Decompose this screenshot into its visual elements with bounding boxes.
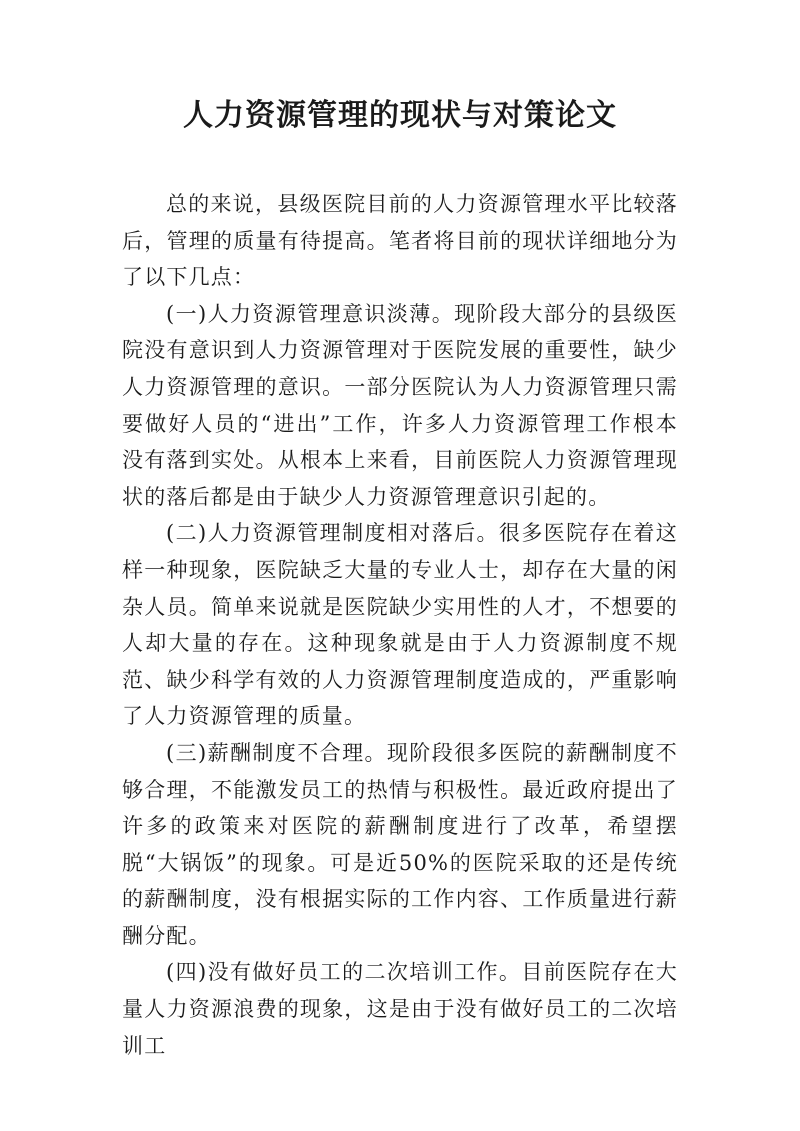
paragraph-intro: 总的来说，县级医院目前的人力资源管理水平比较落后，管理的质量有待提高。笔者将目前的现状详细地分为了以下几点： — [122, 192, 678, 290]
paragraph-point-2: (二)人力资源管理制度相对落后。很多医院存在着这样一种现象，医院缺乏大量的专业人士，却存在大量的闲杂人员。简单来说就是医院缺少实用性的人才，不想要的人却大量的存在。这种现象就是由于人力资源制度不规范、缺少科学有效的人力资源管理制度造成的，严重影响了人力资源管理的质量。 — [122, 521, 678, 729]
document-body — [122, 186, 678, 1064]
paragraph-point-3: (三)薪酬制度不合理。现阶段很多医院的薪酬制度不够合理，不能激发员工的热情与积极性。最近政府提出了许多的政策来对医院的薪酬制度进行了改革，希望摆脱“大锅饭”的现象。可是近50%的医院采取的还是传统的薪酬制度，没有根据实际的工作内容、工作质量进行薪酬分配。 — [122, 740, 678, 948]
paragraph-point-1: (一)人力资源管理意识淡薄。现阶段大部分的县级医院没有意识到人力资源管理对于医院发展的重要性，缺少人力资源管理的意识。一部分医院认为人力资源管理只需要做好人员的“进出”工作，许多人力资源管理工作根本没有落到实处。从根本上来看，目前医院人力资源管理现状的落后都是由于缺少人力资源管理意识引起的。 — [122, 301, 678, 509]
paragraph-point-4: (四)没有做好员工的二次培训工作。目前医院存在大量人力资源浪费的现象，这是由于没有做好员工的二次培训工 — [122, 960, 678, 1058]
document-title: 人力资源管理的现状与对策论文 — [183, 98, 617, 133]
